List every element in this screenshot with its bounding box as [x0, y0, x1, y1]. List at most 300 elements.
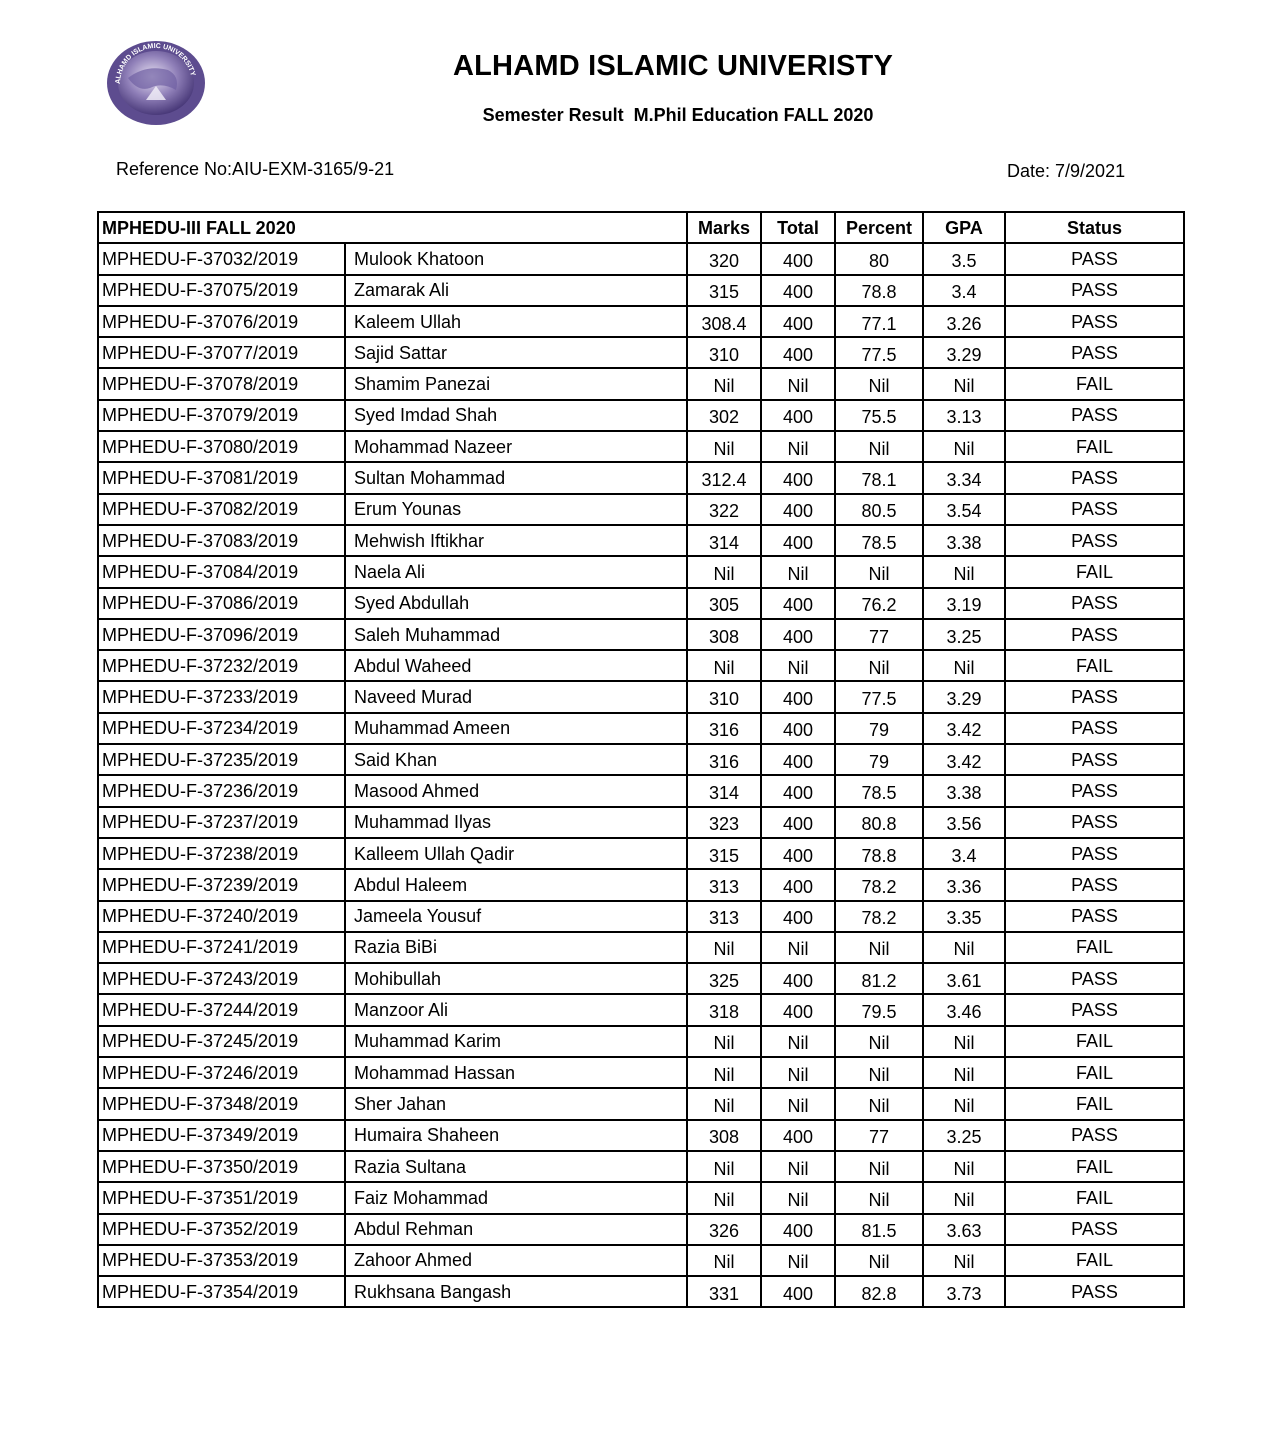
total-cell [761, 368, 835, 399]
percent-cell-value: 78.8 [861, 845, 897, 866]
table-row [98, 337, 1184, 368]
percent-cell-value: Nil [868, 1095, 890, 1116]
result-table [97, 211, 1185, 1308]
marks-cell [687, 713, 761, 744]
reference-number: Reference No:AIU-EXM-3165/9-21 [116, 159, 395, 179]
student-id: MPHEDU-F-37235/2019 [98, 744, 345, 775]
gpa-cell [923, 525, 1005, 556]
percent-cell [835, 650, 923, 681]
table-row [98, 1151, 1184, 1182]
marks-cell-value: 310 [708, 689, 740, 710]
table-row [98, 744, 1184, 775]
table-row [98, 1276, 1184, 1307]
marks-cell [687, 306, 761, 337]
gpa-cell-value: 3.29 [946, 344, 982, 365]
percent-cell [835, 337, 923, 368]
percent-cell-value: 78.5 [861, 782, 897, 803]
marks-cell [687, 275, 761, 306]
student-id: MPHEDU-F-37237/2019 [98, 807, 345, 838]
table-row [98, 901, 1184, 932]
percent-cell [835, 243, 923, 274]
percent-cell [835, 901, 923, 932]
marks-cell-value: 310 [708, 344, 740, 365]
status-cell: PASS [1005, 400, 1184, 431]
student-name: Jameela Yousuf [345, 901, 687, 932]
percent-cell-value: 77 [868, 626, 890, 647]
marks-cell-value: Nil [713, 939, 735, 960]
total-cell-value: 400 [782, 532, 814, 553]
percent-cell [835, 619, 923, 650]
total-cell-value: 400 [782, 689, 814, 710]
gpa-cell-value: Nil [953, 939, 975, 960]
percent-cell-value: 75.5 [861, 407, 897, 428]
marks-cell [687, 869, 761, 900]
total-cell [761, 1276, 835, 1307]
student-id: MPHEDU-F-37241/2019 [98, 932, 345, 963]
total-cell-value: 400 [782, 470, 814, 491]
marks-cell-value: 314 [708, 532, 740, 553]
percent-cell [835, 525, 923, 556]
student-id: MPHEDU-F-37234/2019 [98, 713, 345, 744]
table-row [98, 588, 1184, 619]
student-id: MPHEDU-F-37354/2019 [98, 1276, 345, 1307]
student-name: Abdul Waheed [345, 650, 687, 681]
student-name: Sher Jahan [345, 1088, 687, 1119]
gpa-cell [923, 337, 1005, 368]
student-name: Erum Younas [345, 494, 687, 525]
student-id: MPHEDU-F-37075/2019 [98, 275, 345, 306]
gpa-cell [923, 619, 1005, 650]
student-name: Syed Imdad Shah [345, 400, 687, 431]
marks-cell [687, 462, 761, 493]
student-id: MPHEDU-F-37239/2019 [98, 869, 345, 900]
gpa-cell-value: 3.63 [946, 1221, 982, 1242]
total-cell-value: 400 [782, 845, 814, 866]
document-date: Date: 7/9/2021 [1007, 161, 1126, 181]
gpa-cell [923, 1151, 1005, 1182]
total-cell [761, 275, 835, 306]
percent-cell-value: 81.5 [861, 1221, 897, 1242]
status-cell: FAIL [1005, 650, 1184, 681]
column-header-gpa: GPA [923, 212, 1005, 243]
total-cell [761, 556, 835, 587]
table-row [98, 1026, 1184, 1057]
gpa-cell-value: 3.13 [946, 407, 982, 428]
marks-cell [687, 807, 761, 838]
status-cell: PASS [1005, 306, 1184, 337]
table-row [98, 1245, 1184, 1276]
marks-cell [687, 1057, 761, 1088]
total-cell-value: 400 [782, 814, 814, 835]
total-cell [761, 681, 835, 712]
total-cell-value: 400 [782, 1283, 814, 1304]
student-name: Humaira Shaheen [345, 1120, 687, 1151]
table-row [98, 462, 1184, 493]
percent-cell [835, 306, 923, 337]
total-cell-value: Nil [787, 376, 809, 397]
percent-cell [835, 681, 923, 712]
percent-cell [835, 462, 923, 493]
total-cell-value: Nil [787, 1189, 809, 1210]
student-name: Abdul Rehman [345, 1214, 687, 1245]
total-cell-value: 400 [782, 344, 814, 365]
table-row [98, 713, 1184, 744]
column-header-status: Status [1005, 212, 1184, 243]
percent-cell-value: Nil [868, 438, 890, 459]
table-row [98, 1057, 1184, 1088]
percent-cell [835, 932, 923, 963]
percent-cell [835, 494, 923, 525]
student-name: Manzoor Ali [345, 994, 687, 1025]
percent-cell-value: Nil [868, 939, 890, 960]
column-header-total: Total [761, 212, 835, 243]
student-id: MPHEDU-F-37236/2019 [98, 775, 345, 806]
percent-cell-value: 80.5 [861, 501, 897, 522]
percent-cell [835, 400, 923, 431]
marks-cell [687, 681, 761, 712]
table-row [98, 306, 1184, 337]
percent-cell [835, 1276, 923, 1307]
percent-cell [835, 838, 923, 869]
percent-cell [835, 1120, 923, 1151]
student-name: Naela Ali [345, 556, 687, 587]
total-cell-value: Nil [787, 438, 809, 459]
marks-cell-value: 305 [708, 595, 740, 616]
marks-cell-value: 308.4 [701, 313, 747, 334]
marks-cell-value: 316 [708, 751, 740, 772]
percent-cell-value: 77 [868, 1127, 890, 1148]
status-cell: PASS [1005, 462, 1184, 493]
student-name: Razia Sultana [345, 1151, 687, 1182]
student-id: MPHEDU-F-37353/2019 [98, 1245, 345, 1276]
gpa-cell [923, 963, 1005, 994]
percent-cell-value: 77.5 [861, 344, 897, 365]
gpa-cell [923, 681, 1005, 712]
percent-cell [835, 1026, 923, 1057]
marks-cell-value: Nil [713, 1189, 735, 1210]
gpa-cell-value: Nil [953, 438, 975, 459]
marks-cell [687, 1214, 761, 1245]
status-cell: FAIL [1005, 556, 1184, 587]
gpa-cell-value: 3.54 [946, 501, 982, 522]
document-title: ALHAMD ISLAMIC UNIVERISTY [453, 50, 893, 82]
gpa-cell [923, 275, 1005, 306]
total-cell [761, 744, 835, 775]
percent-cell-value: Nil [868, 1189, 890, 1210]
total-cell [761, 494, 835, 525]
status-cell: FAIL [1005, 368, 1184, 399]
marks-cell [687, 1088, 761, 1119]
gpa-cell-value: 3.4 [951, 845, 977, 866]
gpa-cell [923, 713, 1005, 744]
svg-text:ALHAMD ISLAMIC UNIVERSITY: ALHAMD ISLAMIC UNIVERSITY [114, 42, 197, 85]
table-row [98, 932, 1184, 963]
marks-cell-value: Nil [713, 1158, 735, 1179]
total-cell-value: 400 [782, 876, 814, 897]
gpa-cell [923, 588, 1005, 619]
percent-cell [835, 1182, 923, 1213]
gpa-cell-value: 3.38 [946, 532, 982, 553]
percent-cell [835, 275, 923, 306]
marks-cell [687, 932, 761, 963]
gpa-cell-value: 3.73 [946, 1283, 982, 1304]
gpa-cell-value: 3.5 [951, 250, 977, 271]
status-cell: PASS [1005, 713, 1184, 744]
percent-cell-value: 81.2 [861, 970, 897, 991]
student-name: Kalleem Ullah Qadir [345, 838, 687, 869]
gpa-cell-value: Nil [953, 1189, 975, 1210]
percent-cell [835, 1057, 923, 1088]
gpa-cell [923, 744, 1005, 775]
student-id: MPHEDU-F-37032/2019 [98, 243, 345, 274]
total-cell-value: Nil [787, 939, 809, 960]
table-row [98, 275, 1184, 306]
student-name: Kaleem Ullah [345, 306, 687, 337]
student-name: Naveed Murad [345, 681, 687, 712]
student-id: MPHEDU-F-37076/2019 [98, 306, 345, 337]
gpa-cell-value: Nil [953, 1033, 975, 1054]
percent-cell-value: 78.2 [861, 876, 897, 897]
student-name: Muhammad Karim [345, 1026, 687, 1057]
percent-cell [835, 1088, 923, 1119]
student-id: MPHEDU-F-37240/2019 [98, 901, 345, 932]
gpa-cell-value: Nil [953, 563, 975, 584]
student-name: Mohibullah [345, 963, 687, 994]
status-cell: PASS [1005, 744, 1184, 775]
marks-cell-value: Nil [713, 1095, 735, 1116]
marks-cell [687, 525, 761, 556]
percent-cell [835, 1214, 923, 1245]
percent-cell-value: 79 [868, 751, 890, 772]
gpa-cell [923, 1276, 1005, 1307]
total-cell-value: 400 [782, 626, 814, 647]
total-cell-value: 400 [782, 1127, 814, 1148]
table-row [98, 681, 1184, 712]
total-cell-value: Nil [787, 1252, 809, 1273]
marks-cell [687, 838, 761, 869]
student-id: MPHEDU-F-37348/2019 [98, 1088, 345, 1119]
percent-cell [835, 431, 923, 462]
table-row [98, 494, 1184, 525]
student-id: MPHEDU-F-37077/2019 [98, 337, 345, 368]
total-cell [761, 994, 835, 1025]
total-cell [761, 1182, 835, 1213]
student-name: Muhammad Ilyas [345, 807, 687, 838]
group-label: MPHEDU-III FALL 2020 [98, 212, 687, 243]
percent-cell-value: 82.8 [861, 1283, 897, 1304]
percent-cell-value: Nil [868, 1158, 890, 1179]
total-cell [761, 713, 835, 744]
gpa-cell-value: 3.56 [946, 814, 982, 835]
total-cell [761, 337, 835, 368]
marks-cell-value: Nil [713, 657, 735, 678]
document-subtitle: Semester Result M.Phil Education FALL 2020 [482, 105, 874, 125]
table-row [98, 525, 1184, 556]
column-header-percent: Percent [835, 212, 923, 243]
marks-cell-value: Nil [713, 1033, 735, 1054]
total-cell [761, 901, 835, 932]
student-id: MPHEDU-F-37079/2019 [98, 400, 345, 431]
gpa-cell [923, 1245, 1005, 1276]
percent-cell [835, 588, 923, 619]
student-name: Syed Abdullah [345, 588, 687, 619]
marks-cell [687, 1276, 761, 1307]
percent-cell-value: Nil [868, 1252, 890, 1273]
percent-cell [835, 556, 923, 587]
gpa-cell [923, 306, 1005, 337]
status-cell: PASS [1005, 1214, 1184, 1245]
total-cell [761, 306, 835, 337]
gpa-cell [923, 1057, 1005, 1088]
marks-cell-value: 326 [708, 1221, 740, 1242]
total-cell [761, 462, 835, 493]
status-cell: PASS [1005, 838, 1184, 869]
student-name: Sultan Mohammad [345, 462, 687, 493]
student-id: MPHEDU-F-37243/2019 [98, 963, 345, 994]
student-id: MPHEDU-F-37233/2019 [98, 681, 345, 712]
marks-cell [687, 368, 761, 399]
marks-cell [687, 588, 761, 619]
table-row [98, 556, 1184, 587]
student-id: MPHEDU-F-37083/2019 [98, 525, 345, 556]
marks-cell [687, 1245, 761, 1276]
marks-cell-value: Nil [713, 376, 735, 397]
gpa-cell [923, 1026, 1005, 1057]
gpa-cell [923, 994, 1005, 1025]
gpa-cell-value: 3.61 [946, 970, 982, 991]
gpa-cell [923, 431, 1005, 462]
status-cell: FAIL [1005, 1088, 1184, 1119]
percent-cell-value: 78.2 [861, 908, 897, 929]
status-cell: PASS [1005, 275, 1184, 306]
gpa-cell [923, 901, 1005, 932]
table-row [98, 650, 1184, 681]
total-cell [761, 807, 835, 838]
student-id: MPHEDU-F-37078/2019 [98, 368, 345, 399]
percent-cell-value: 79.5 [861, 1002, 897, 1023]
table-row [98, 243, 1184, 274]
total-cell-value: 400 [782, 282, 814, 303]
marks-cell-value: 308 [708, 1127, 740, 1148]
total-cell [761, 932, 835, 963]
total-cell [761, 1057, 835, 1088]
student-id: MPHEDU-F-37245/2019 [98, 1026, 345, 1057]
student-id: MPHEDU-F-37244/2019 [98, 994, 345, 1025]
gpa-cell [923, 932, 1005, 963]
gpa-cell-value: Nil [953, 1064, 975, 1085]
student-name: Mehwish Iftikhar [345, 525, 687, 556]
status-cell: PASS [1005, 243, 1184, 274]
marks-cell [687, 619, 761, 650]
table-row [98, 869, 1184, 900]
gpa-cell-value: 3.36 [946, 876, 982, 897]
status-cell: PASS [1005, 1120, 1184, 1151]
status-cell: PASS [1005, 619, 1184, 650]
marks-cell [687, 775, 761, 806]
status-cell: FAIL [1005, 932, 1184, 963]
status-cell: PASS [1005, 337, 1184, 368]
marks-cell-value: 314 [708, 782, 740, 803]
percent-cell [835, 744, 923, 775]
gpa-cell [923, 556, 1005, 587]
gpa-cell [923, 462, 1005, 493]
total-cell [761, 431, 835, 462]
marks-cell-value: 323 [708, 814, 740, 835]
total-cell-value: 400 [782, 751, 814, 772]
marks-cell-value: 331 [708, 1283, 740, 1304]
gpa-cell-value: 3.38 [946, 782, 982, 803]
status-cell: PASS [1005, 994, 1184, 1025]
percent-cell-value: 78.5 [861, 532, 897, 553]
percent-cell-value: Nil [868, 657, 890, 678]
total-cell [761, 1214, 835, 1245]
table-row [98, 1182, 1184, 1213]
marks-cell-value: 315 [708, 845, 740, 866]
total-cell [761, 1151, 835, 1182]
marks-cell-value: Nil [713, 438, 735, 459]
gpa-cell-value: Nil [953, 657, 975, 678]
status-cell: PASS [1005, 525, 1184, 556]
gpa-cell-value: 3.26 [946, 313, 982, 334]
table-row [98, 368, 1184, 399]
student-name: Shamim Panezai [345, 368, 687, 399]
percent-cell-value: Nil [868, 1064, 890, 1085]
total-cell-value: 400 [782, 407, 814, 428]
student-id: MPHEDU-F-37086/2019 [98, 588, 345, 619]
status-cell: FAIL [1005, 1026, 1184, 1057]
student-name: Sajid Sattar [345, 337, 687, 368]
status-cell: PASS [1005, 869, 1184, 900]
student-name: Razia BiBi [345, 932, 687, 963]
marks-cell [687, 963, 761, 994]
marks-cell-value: 325 [708, 970, 740, 991]
status-cell: PASS [1005, 1276, 1184, 1307]
marks-cell [687, 1182, 761, 1213]
marks-cell [687, 994, 761, 1025]
table-row [98, 431, 1184, 462]
status-cell: PASS [1005, 963, 1184, 994]
table-row [98, 994, 1184, 1025]
gpa-cell-value: 3.42 [946, 720, 982, 741]
gpa-cell [923, 807, 1005, 838]
student-id: MPHEDU-F-37082/2019 [98, 494, 345, 525]
table-row [98, 619, 1184, 650]
university-logo-icon [106, 40, 206, 126]
total-cell-value: 400 [782, 970, 814, 991]
marks-cell [687, 1151, 761, 1182]
marks-cell [687, 901, 761, 932]
percent-cell [835, 963, 923, 994]
student-name: Rukhsana Bangash [345, 1276, 687, 1307]
percent-cell-value: 80.8 [861, 814, 897, 835]
student-name: Mulook Khatoon [345, 243, 687, 274]
status-cell: FAIL [1005, 1182, 1184, 1213]
marks-cell-value: 320 [708, 250, 740, 271]
status-cell: PASS [1005, 494, 1184, 525]
gpa-cell-value: 3.42 [946, 751, 982, 772]
total-cell-value: Nil [787, 1158, 809, 1179]
student-id: MPHEDU-F-37080/2019 [98, 431, 345, 462]
total-cell-value: 400 [782, 501, 814, 522]
gpa-cell [923, 775, 1005, 806]
student-name: Saleh Muhammad [345, 619, 687, 650]
percent-cell-value: 77.5 [861, 689, 897, 710]
total-cell [761, 869, 835, 900]
student-id: MPHEDU-F-37352/2019 [98, 1214, 345, 1245]
percent-cell [835, 1245, 923, 1276]
marks-cell-value: 318 [708, 1002, 740, 1023]
table-row [98, 400, 1184, 431]
